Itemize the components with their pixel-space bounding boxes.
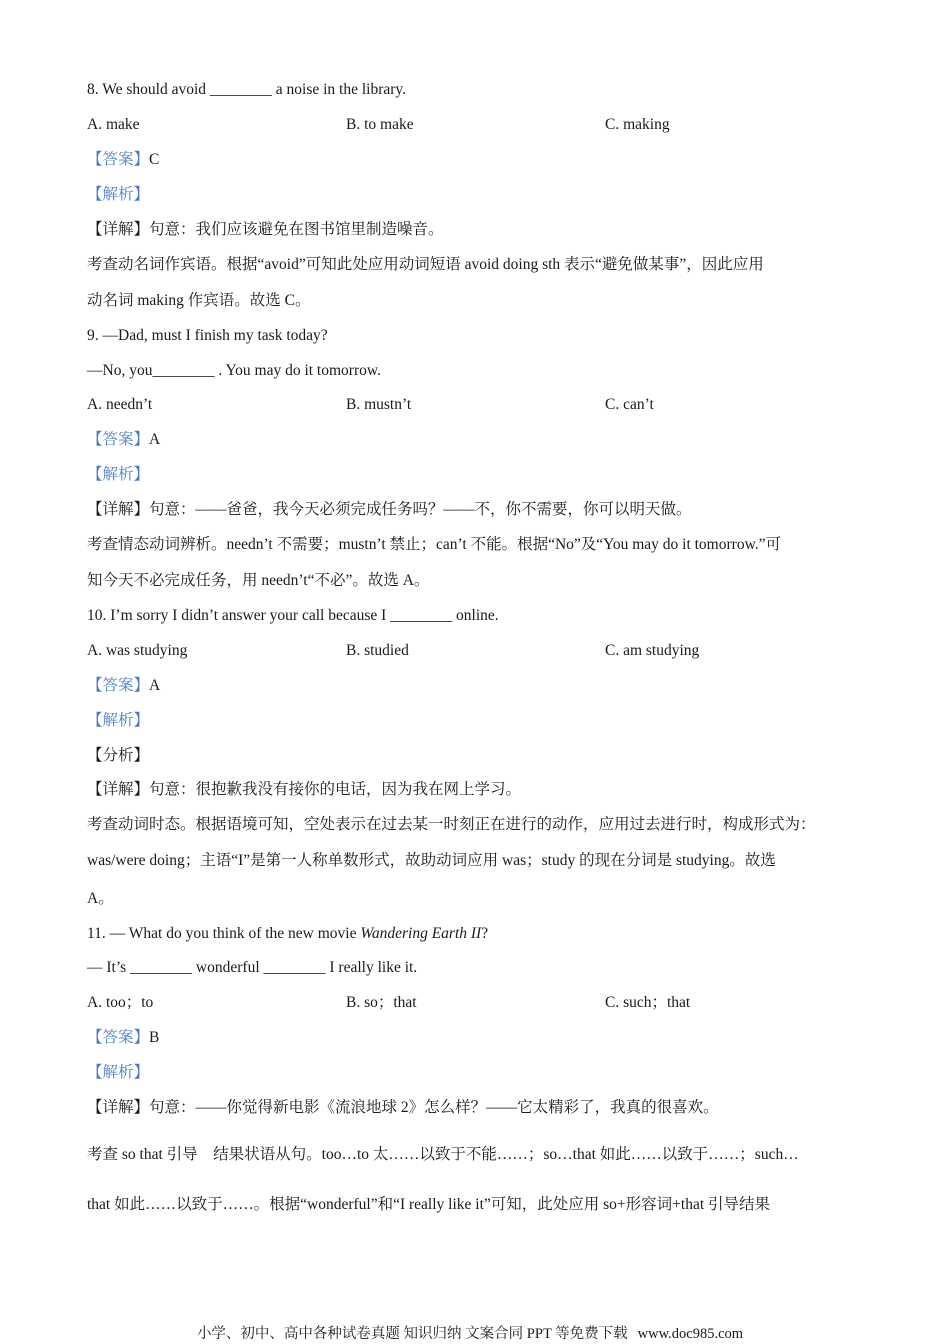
q9-option-c: C. can’t [605,396,654,413]
q11-stem-post: ? [481,925,489,942]
q10-option-c: C. am studying [605,642,700,659]
q10-option-b: B. studied [346,642,409,659]
q8-explain-1: 考查动名词作宾语。根据“avoid”可知此处应用动词短语 avoid doing sth 表示“避免做某事”，因此应用 [87,256,764,273]
q9-answer: A [149,431,161,448]
q11-explain-2: that 如此……以致于……。根据“wonderful”和“I really like it”可知，此处应用 so+形容词+that 引导结果 [87,1196,771,1213]
q9-detail: 【详解】句意：——爸爸，我今天必须完成任务吗？——不，你不需要，你可以明天做。 [87,501,692,518]
q11-analysis-tag: 【解析】 [87,1064,150,1081]
answer-tag: 【答案】 [87,1029,150,1046]
q10-option-a: A. was studying [87,642,188,659]
q10-explain-1: 考查动词时态。根据语境可知，空处表示在过去某一时刻正在进行的动作，应用过去进行时，构成形式为： [87,816,816,833]
page-footer [0,1324,950,1344]
q8-analysis-tag: 【解析】 [87,186,150,203]
q9-stem-1: 9. —Dad, must I finish my task today? [87,327,328,344]
q8-stem: 8. We should avoid ________ a noise in the library. [87,81,407,98]
q11-detail: 【详解】句意：——你觉得新电影《流浪地球 2》怎么样？——它太精彩了，我真的很喜欢。 [87,1099,719,1116]
q11-option-a: A. too；to [87,994,154,1011]
q9-analysis-tag: 【解析】 [87,466,150,483]
q11-option-b: B. so；that [346,994,417,1011]
q9-option-b: B. mustn’t [346,396,412,413]
q8-answer: C [149,151,160,168]
q11-movie-title: Wandering Earth II [360,925,482,942]
q10-analysis-tag: 【解析】 [87,712,150,729]
q10-detail: 【详解】句意：很抱歉我没有接你的电话，因为我在网上学习。 [87,781,522,798]
q11-option-c: C. such；that [605,994,691,1011]
q11-answer: B [149,1029,160,1046]
q11-stem-pre: 11. — What do you think of the new movie [87,925,361,942]
q10-explain-3: A。 [87,890,114,907]
q8-option-c: C. making [605,116,670,133]
q9-answer-line [87,430,160,450]
answer-tag: 【答案】 [87,677,150,694]
q11-stem-1 [87,924,488,944]
q9-option-a: A. needn’t [87,396,153,413]
q11-stem-2: — It’s ________ wonderful ________ I really like it. [87,959,418,976]
q8-detail: 【详解】句意：我们应该避免在图书馆里制造噪音。 [87,221,444,238]
q9-explain-1: 考查情态动词辨析。needn’t 不需要；mustn’t 禁止；can’t 不能。根据“No”及“You may do it tomorrow.”可 [87,536,782,553]
q8-answer-line [87,150,159,170]
q8-explain-2: 动名词 making 作宾语。故选 C。 [87,292,311,309]
q10-answer-line [87,676,160,696]
q10-answer: A [149,677,161,694]
answer-tag: 【答案】 [87,151,150,168]
q8-option-b: B. to make [346,116,414,133]
q11-answer-line [87,1028,159,1048]
q8-option-a: A. make [87,116,140,133]
q9-stem-2: —No, you________ . You may do it tomorrow. [87,362,381,379]
q10-fenxi: 【分析】 [87,747,150,764]
footer-url[interactable]: www.doc985.com [637,1326,744,1342]
q10-stem: 10. I’m sorry I didn’t answer your call because I ________ online. [87,607,499,624]
q9-explain-2: 知今天不必完成任务，用 needn’t“不必”。故选 A。 [87,572,430,589]
answer-tag: 【答案】 [87,431,150,448]
q11-explain-1: 考查 so that 引导 结果状语从句。too…to 太……以致于不能……；so…that 如此……以致于……；such… [87,1146,799,1163]
footer-text: 小学、初中、高中各种试卷真题 知识归纳 文案合同 PPT 等免费下载 [196,1326,628,1342]
q10-explain-2: was/were doing；主语“I”是第一人称单数形式，故助动词应用 was；study 的现在分词是 studying。故选 [87,852,776,869]
